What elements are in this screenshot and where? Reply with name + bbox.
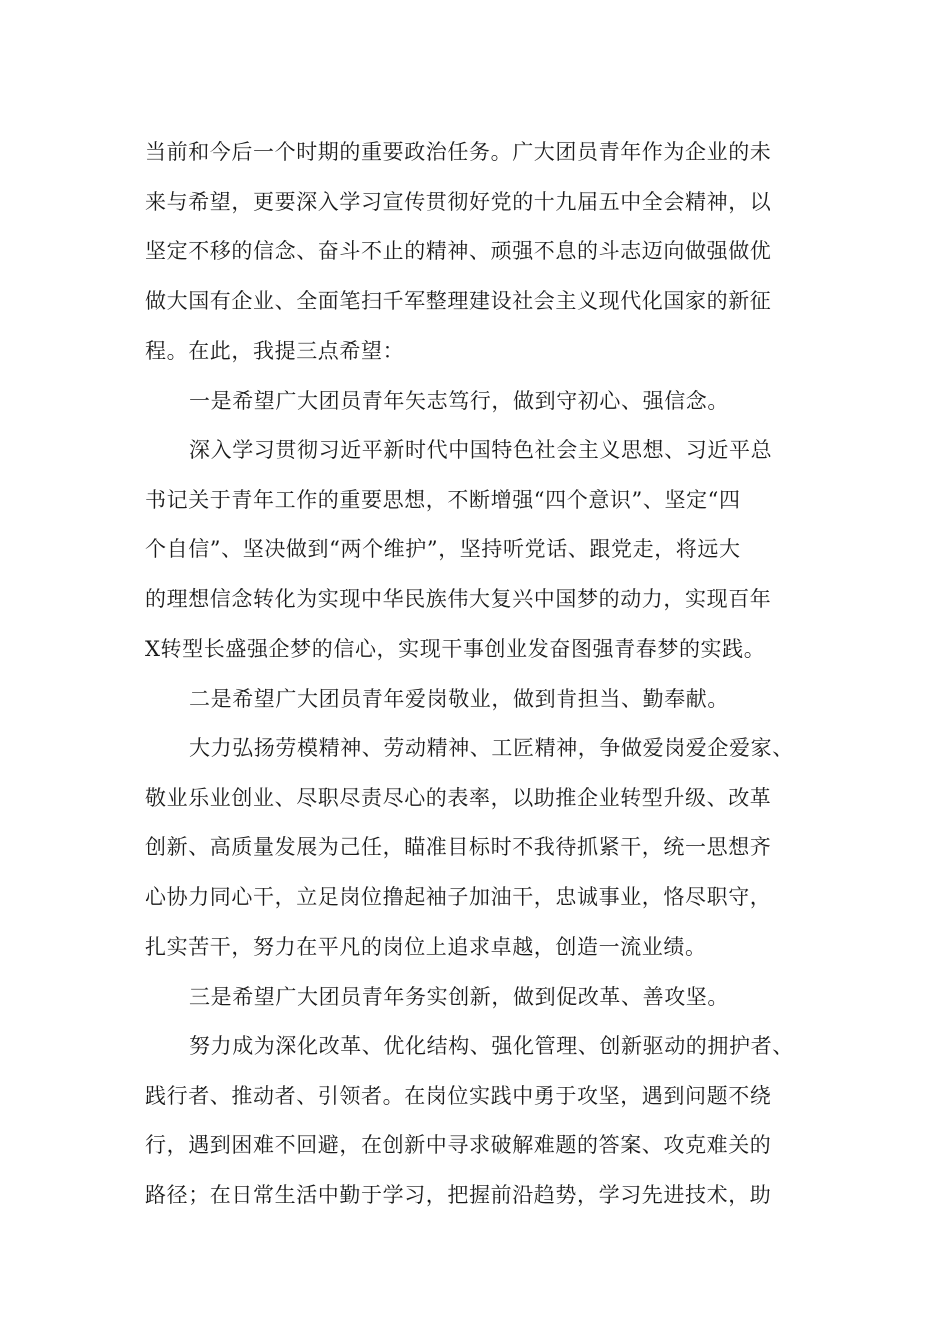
body-text-line: 创新、高质量发展为己任，瞄准目标时不我待抓紧干，统一思想齐: [145, 835, 772, 859]
body-text-line: 坚定不移的信念、奋斗不止的精神、顽强不息的斗志迈向做强做优: [145, 239, 772, 263]
body-text-line: 的理想信念转化为实现中华民族伟大复兴中国梦的动力，实现百年: [145, 587, 772, 611]
body-text-line: 深入学习贯彻习近平新时代中国特色社会主义思想、习近平总: [189, 438, 773, 462]
body-text-line: 来与希望，更要深入学习宣传贯彻好党的十九届五中全会精神，以: [145, 190, 772, 214]
body-text-line: 行，遇到困难不回避，在创新中寻求破解难题的答案、攻克难关的: [145, 1133, 772, 1157]
body-text-line: 努力成为深化改革、优化结构、强化管理、创新驱动的拥护者、: [189, 1034, 794, 1058]
body-text-line: 践行者、推动者、引领者。在岗位实践中勇于攻坚，遇到问题不绕: [145, 1084, 772, 1108]
body-text-line: 大力弘扬劳模精神、劳动精神、工匠精神，争做爱岗爱企爱家、: [189, 736, 794, 760]
body-text-line: X转型长盛强企梦的信心，实现干事创业发奋图强青春梦的实践。: [145, 637, 766, 661]
body-text-line: 程。在此，我提三点希望：: [145, 339, 405, 363]
body-text-line: 做大国有企业、全面笔扫千军整理建设社会主义现代化国家的新征: [145, 289, 772, 313]
body-text-line: 心协力同心干，立足岗位撸起袖子加油干，忠诚事业，恪尽职守，: [145, 885, 772, 909]
body-text-line: 扎实苦干，努力在平凡的岗位上追求卓越，创造一流业绩。: [145, 935, 707, 959]
body-text-line: 路径；在日常生活中勤于学习，把握前沿趋势，学习先进技术，助: [145, 1183, 772, 1207]
body-text-line: 敬业乐业创业、尽职尽责尽心的表率，以助推企业转型升级、改革: [145, 786, 772, 810]
body-text-line: 当前和今后一个时期的重要政治任务。广大团员青年作为企业的未: [145, 140, 772, 164]
body-text-line: 书记关于青年工作的重要思想，不断增强“四个意识”、坚定“四: [145, 488, 741, 512]
point-two-heading: 二是希望广大团员青年爱岗敬业，做到肯担当、勤奉献。: [189, 687, 729, 711]
point-three-heading: 三是希望广大团员青年务实创新，做到促改革、善攻坚。: [189, 985, 729, 1009]
body-text-line: 个自信”、坚决做到“两个维护”，坚持听党话、跟党走，将远大: [145, 537, 741, 561]
point-one-heading: 一是希望广大团员青年矢志笃行，做到守初心、强信念。: [189, 389, 729, 413]
